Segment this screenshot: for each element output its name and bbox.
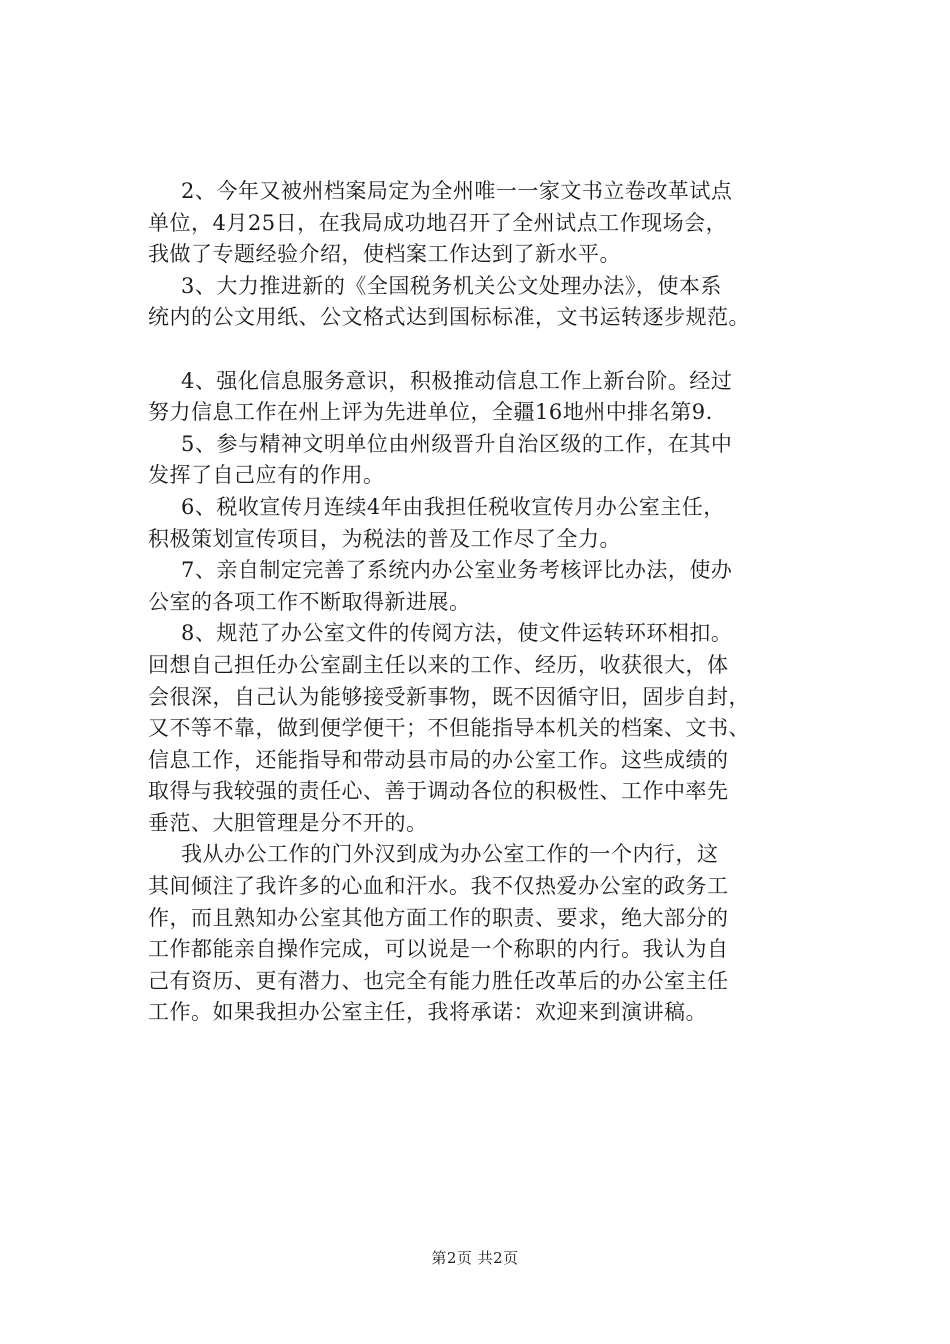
paragraph-line: 垂范、大胆管理是分不开的。 <box>148 810 428 835</box>
paragraph-line: 作，而且熟知办公室其他方面工作的职责、要求，绝大部分的 <box>148 905 729 930</box>
paragraph-line: 公室的各项工作不断取得新进展。 <box>148 589 471 614</box>
paragraph-line: 我做了专题经验介绍，使档案工作达到了新水平。 <box>148 242 621 267</box>
paragraph-line: 2、今年又被州档案局定为全州唯一一家文书立卷改革试点 <box>181 179 733 203</box>
paragraph-line: 努力信息工作在州上评为先进单位，全疆16地州中排名第9. <box>148 400 713 425</box>
paragraph-line: 8、规范了办公室文件的传阅方法，使文件运转环环相扣。 <box>181 621 733 646</box>
paragraph-line: 工作都能亲自操作完成，可以说是一个称职的内行。我认为自 <box>148 937 729 962</box>
paragraph-line: 单位，4月25日，在我局成功地召开了全州试点工作现场会， <box>148 210 728 235</box>
paragraph-line: 己有资历、更有潜力、也完全有能力胜任改革后的办公室主任 <box>148 968 729 993</box>
paragraph-line: 3、大力推进新的《全国税务机关公文处理办法》，使本系 <box>181 273 722 298</box>
paragraph-line: 其间倾注了我许多的心血和汗水。我不仅热爱办公室的政务工 <box>148 874 729 899</box>
paragraph-line: 4、强化信息服务意识，积极推动信息工作上新台阶。经过 <box>181 368 733 393</box>
paragraph-line: 会很深，自己认为能够接受新事物，既不因循守旧，固步自封， <box>148 684 750 709</box>
paragraph-line: 统内的公文用纸、公文格式达到国标标准，文书运转逐步规范。 <box>148 305 750 330</box>
paragraph-line: 工作。如果我担办公室主任，我将承诺：欢迎来到演讲稿。 <box>148 1000 707 1025</box>
paragraph-line: 我从办公工作的门外汉到成为办公室工作的一个内行，这 <box>181 842 719 867</box>
paragraph-line: 5、参与精神文明单位由州级晋升自治区级的工作，在其中 <box>181 431 733 456</box>
paragraph-line: 回想自己担任办公室副主任以来的工作、经历，收获很大，体 <box>148 652 729 677</box>
paragraph-line: 积极策划宣传项目，为税法的普及工作尽了全力。 <box>148 526 621 551</box>
paragraph-line: 又不等不靠，做到便学便干；不但能指导本机关的档案、文书、 <box>148 716 750 741</box>
paragraph-line: 信息工作，还能指导和带动县市局的办公室工作。这些成绩的 <box>148 747 729 772</box>
paragraph-line: 6、税收宣传月连续4年由我担任税收宣传月办公室主任， <box>181 494 725 519</box>
paragraph-line: 取得与我较强的责任心、善于调动各位的积极性、工作中率先 <box>148 779 729 804</box>
paragraph-line: 发挥了自己应有的作用。 <box>148 463 385 488</box>
page-number-footer: 第2页 共2页 <box>431 1249 519 1267</box>
document-body <box>148 176 848 1029</box>
paragraph-line: 7、亲自制定完善了系统内办公室业务考核评比办法，使办 <box>181 558 733 583</box>
blank-line <box>148 334 848 366</box>
